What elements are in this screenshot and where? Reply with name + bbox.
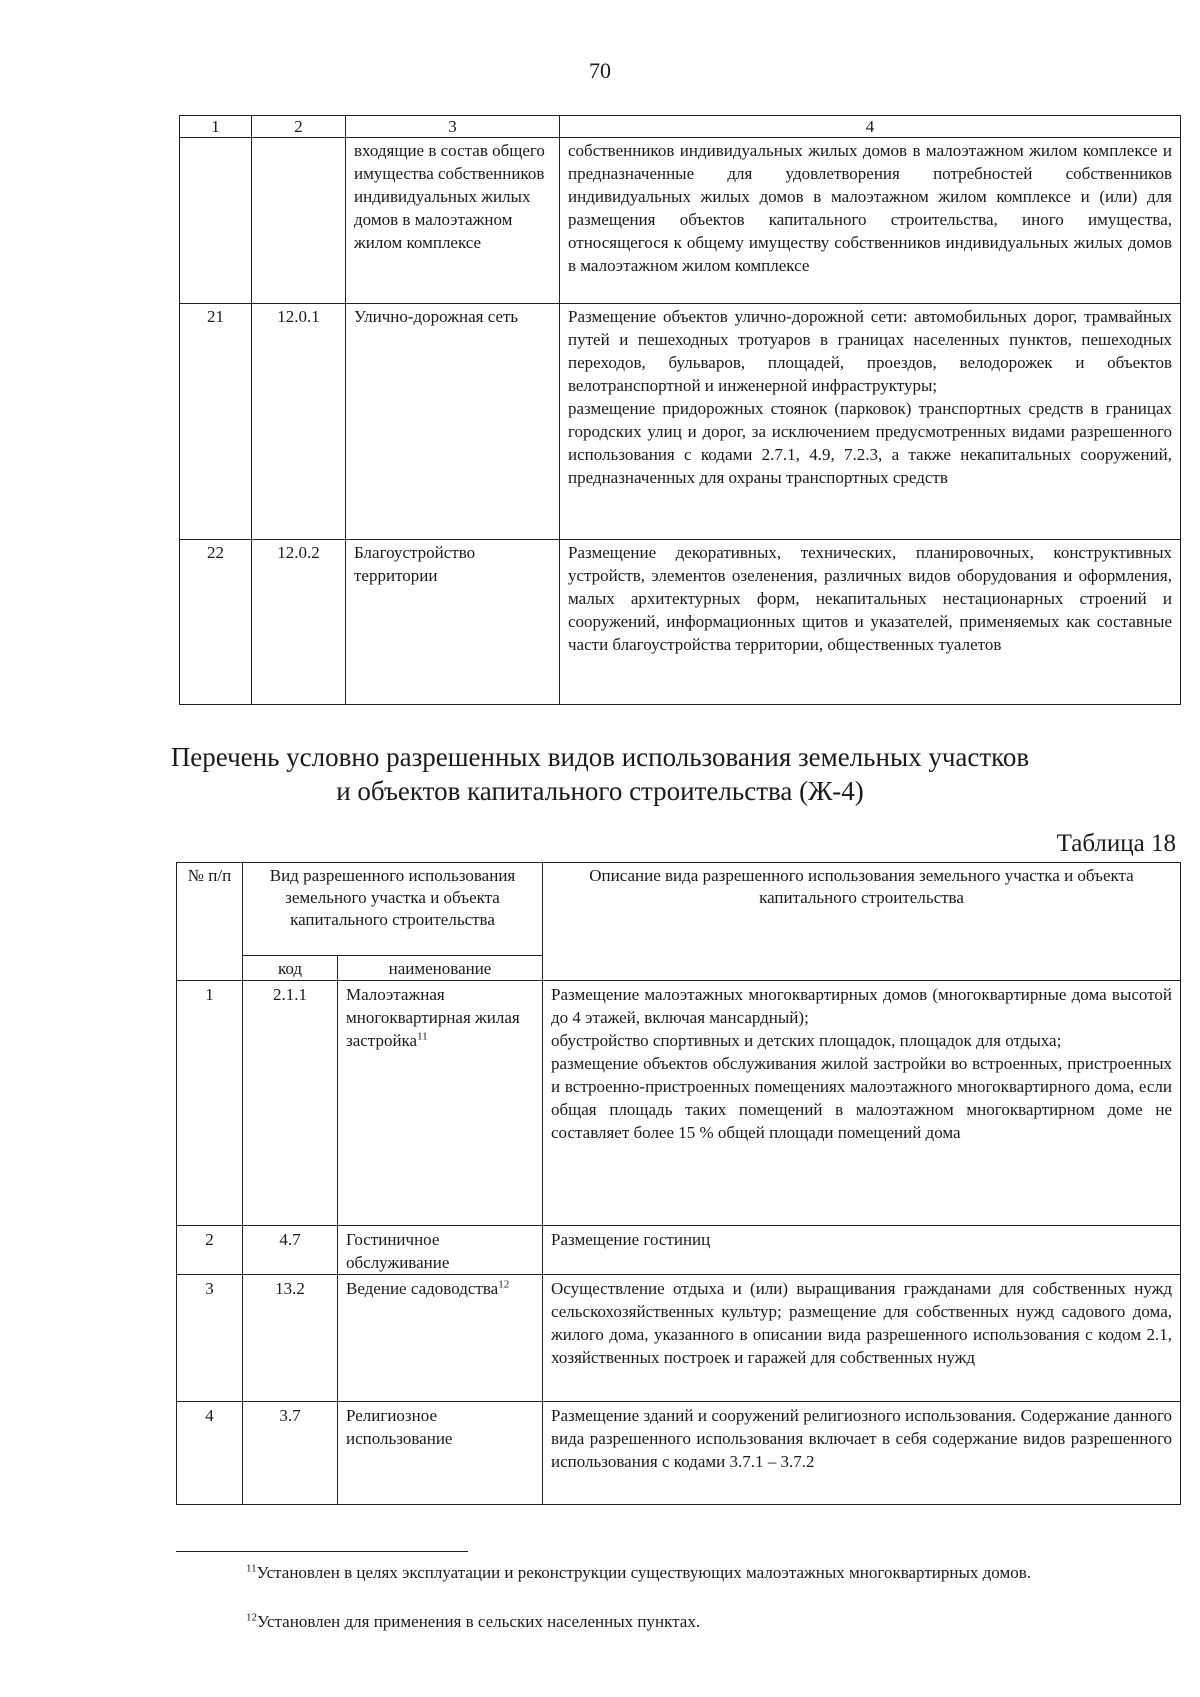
footnote: $^{11}$Установлен в целях эксплуатации и реконструкции существующих малоэтажных многоквартирных домов. (246, 1562, 1031, 1582)
table-row (177, 1275, 1181, 1402)
section-title (0, 740, 1200, 808)
row-name: Улично-дорожная сеть (346, 304, 560, 540)
column-number-1: 1 (180, 116, 252, 138)
section-title-line-1: Перечень условно разрешенных видов использования земельных участков (170, 742, 1030, 772)
row-code: 3.7 (243, 1402, 338, 1505)
row-name: Религиозное использование (338, 1402, 543, 1505)
row-code: 4.7 (243, 1226, 338, 1275)
footnote-mark: 11 (417, 1030, 428, 1043)
row-number: 2 (177, 1226, 243, 1275)
table-header-row (177, 863, 1181, 956)
header-code: код (243, 956, 338, 981)
conditional-uses-table (176, 862, 1181, 1505)
table-row (177, 1226, 1181, 1275)
column-number-2: 2 (252, 116, 346, 138)
column-number-3: 3 (346, 116, 560, 138)
table-header-row (180, 116, 1181, 138)
column-number-4: 4 (560, 116, 1181, 138)
footnote-mark: 12 (498, 1278, 510, 1291)
row-description: Размещение объектов улично-дорожной сети: автомобильных дорог, трамвайных путей и пешеходных тротуаров в границах населенных пунктов, пешеходных переходов, бульваров, площадей, проездов, велодорожек и объектов велотранспортной и инженерной инфраструктуры; размещение придорожных стоянок (парковок) транспортных средств в границах городских улиц и дорог, за исключением предусмотренных видами разрешенного использования с кодами 2.7.1, 4.9, 7.2.3, а также некапитальных сооружений, предназначенных для охраны транспортных средств (560, 304, 1181, 540)
row-description: Размещение гостиниц (543, 1226, 1181, 1275)
row-code: 12.0.2 (252, 540, 346, 705)
footnote-mark: 12 (246, 1611, 257, 1624)
row-name: Ведение садоводства$^{12}$ (338, 1275, 543, 1402)
row-name: входящие в состав общего имущества собственников индивидуальных жилых домов в малоэтажном жилом комплексе (346, 138, 560, 304)
header-description: Описание вида разрешенного использования земельного участка и объекта капитального строительства (543, 863, 1181, 981)
row-description: Размещение зданий и сооружений религиозного использования. Содержание данного вида разрешенного использования включает в себя содержание видов разрешенного использования с кодами 3.7.1 – 3.7.2 (543, 1402, 1181, 1505)
header-number: № п/п (177, 863, 243, 981)
row-description: Осуществление отдыха и (или) выращивания гражданами для собственных нужд сельскохозяйственных культур; размещение для собственных нужд садового дома, жилого дома, указанного в описании вида разрешенного использования с кодом 2.1, хозяйственных построек и гаражей для собственных нужд (543, 1275, 1181, 1402)
table-row (180, 138, 1181, 304)
row-number: 1 (177, 981, 243, 1226)
row-code: 12.0.1 (252, 304, 346, 540)
table-row (180, 304, 1181, 540)
continuation-table (179, 115, 1181, 705)
row-code: 2.1.1 (243, 981, 338, 1226)
row-name: Благоустройство территории (346, 540, 560, 705)
page-number: 70 (589, 58, 611, 83)
table-row (180, 540, 1181, 705)
header-use-kind: Вид разрешенного использования земельного участка и объекта капитального строительства (243, 863, 543, 956)
row-name: Гостиничное обслуживание (338, 1226, 543, 1275)
row-description: Размещение малоэтажных многоквартирных домов (многоквартирные дома высотой до 4 этажей, включая мансардный); обустройство спортивных и детских площадок, площадок для отдыха; размещение объектов обслуживания жилой застройки во встроенных, пристроенных и встроенно-пристроенных помещениях малоэтажного многоквартирного дома, если общая площадь таких помещений в малоэтажном многоквартирном доме не составляет более 15 % общей площади помещений дома (543, 981, 1181, 1226)
row-name: Малоэтажная многоквартирная жилая застройка$^{11}$ (338, 981, 543, 1226)
row-description: Размещение декоративных, технических, планировочных, конструктивных устройств, элементов озеленения, различных видов оборудования и оформления, малых архитектурных форм, некапитальных нестационарных строений и сооружений, информационных щитов и указателей, применяемых как составные части благоустройства территории, общественных туалетов (560, 540, 1181, 705)
row-number: 22 (180, 540, 252, 705)
section-title-line-2: и объектов капитального строительства (Ж-4) (336, 776, 864, 806)
table-row (177, 981, 1181, 1226)
footnote-mark: 11 (246, 1562, 257, 1575)
row-number: 3 (177, 1275, 243, 1402)
header-name: наименование (338, 956, 543, 981)
table-row (177, 1402, 1181, 1505)
footnote: $^{12}$Установлен для применения в сельских населенных пунктах. (246, 1611, 701, 1631)
row-number: 21 (180, 304, 252, 540)
row-number (180, 138, 252, 304)
table-label: Таблица 18 (1056, 830, 1176, 857)
row-description: собственников индивидуальных жилых домов в малоэтажном жилом комплексе и предназначенные для удовлетворения потребностей собственников индивидуальных жилых домов в малоэтажном жилом комплексе и (или) для размещения объектов капитального строительства, иного имущества, относящегося к общему имуществу собственников индивидуальных жилых домов в малоэтажном жилом комплексе (560, 138, 1181, 304)
row-code (252, 138, 346, 304)
row-number: 4 (177, 1402, 243, 1505)
footnote-separator (176, 1551, 468, 1552)
row-code: 13.2 (243, 1275, 338, 1402)
